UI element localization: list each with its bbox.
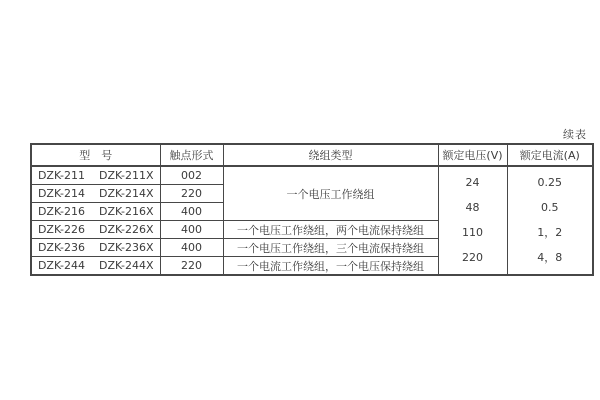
- voltage-value: 24: [465, 176, 480, 189]
- model-number-x: DZK-216X: [98, 205, 154, 218]
- current-value: 0.5: [541, 201, 559, 214]
- col-header-rated-current: 额定电流(A): [507, 144, 593, 166]
- model-cell: [31, 221, 160, 239]
- model-number: DZK-236: [37, 241, 85, 254]
- contact-form-cell: 400: [160, 221, 223, 239]
- col-header-model: 型 号: [31, 144, 160, 166]
- contact-form-cell: 220: [160, 257, 223, 276]
- voltage-values-stack: [439, 171, 507, 271]
- model-number-x: DZK-211X: [98, 169, 154, 182]
- contact-form-cell: 220: [160, 185, 223, 203]
- current-values-stack: [508, 171, 593, 271]
- voltage-value: 220: [462, 251, 483, 264]
- model-cell: [31, 239, 160, 257]
- continued-table-label: 续表: [563, 128, 587, 141]
- model-number: DZK-214: [37, 187, 85, 200]
- col-header-rated-voltage: 额定电压(V): [438, 144, 507, 166]
- model-cell: [31, 203, 160, 221]
- model-number: DZK-211: [37, 169, 85, 182]
- spec-table: [30, 143, 594, 276]
- table-row: [31, 166, 593, 185]
- winding-type-cell-merged: 一个电压工作绕组: [223, 166, 438, 221]
- current-value: 1，2: [537, 226, 563, 239]
- contact-form-cell: 400: [160, 239, 223, 257]
- contact-form-cell: 002: [160, 166, 223, 185]
- model-number: DZK-244: [37, 259, 85, 272]
- voltage-value: 48: [465, 201, 480, 214]
- model-number-x: DZK-226X: [98, 223, 154, 236]
- model-cell: [31, 185, 160, 203]
- model-number: DZK-216: [37, 205, 85, 218]
- rated-current-cell: [507, 166, 593, 275]
- voltage-value: 110: [462, 226, 483, 239]
- winding-type-cell: 一个电压工作绕组，三个电流保持绕组: [223, 239, 438, 257]
- current-value: 4，8: [537, 251, 563, 264]
- col-header-contact-form: 触点形式: [160, 144, 223, 166]
- rated-voltage-cell: [438, 166, 507, 275]
- model-cell: [31, 257, 160, 276]
- col-header-winding-type: 绕组类型: [223, 144, 438, 166]
- current-value: 0.25: [537, 176, 562, 189]
- contact-form-cell: 400: [160, 203, 223, 221]
- model-number-x: DZK-244X: [98, 259, 154, 272]
- winding-type-cell: 一个电压工作绕组，两个电流保持绕组: [223, 221, 438, 239]
- header-row: [31, 144, 593, 166]
- model-number-x: DZK-236X: [98, 241, 154, 254]
- model-number-x: DZK-214X: [98, 187, 154, 200]
- model-number: DZK-226: [37, 223, 85, 236]
- model-cell: [31, 166, 160, 185]
- winding-type-cell: 一个电流工作绕组，一个电压保持绕组: [223, 257, 438, 276]
